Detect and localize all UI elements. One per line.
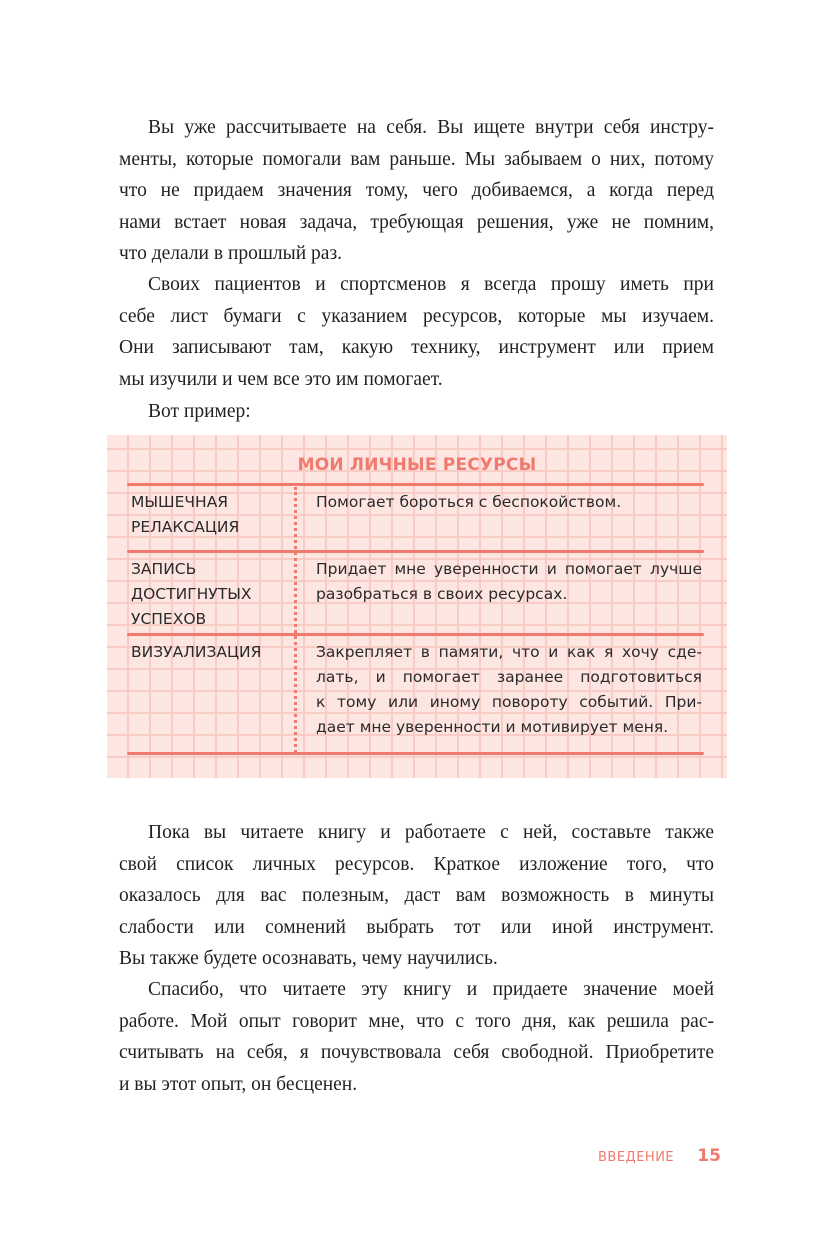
text-line: мы изучили и чем все это им помогает. [119,368,443,390]
paragraph [119,396,714,428]
text-line: нами встает новая задача, требующая решения, уже не помним, [119,211,714,233]
text-line: Вы уже рассчитываете на себя. Вы ищете внутри себя инстру- [148,117,714,138]
resource-name [131,490,291,540]
resource-description [316,557,702,607]
text-line: лать, и помогает заранее подготовиться [316,668,702,686]
text-line: работе. Мой опыт говорит мне, что с того дня, как решила рас- [119,1010,714,1032]
page-footer [598,1146,721,1166]
paragraph [119,817,714,975]
text-line: свой список личных ресурсов. Краткое изложение того, что [119,853,714,875]
text-line: Своих пациентов и спортсменов я всегда прошу иметь при [148,274,714,295]
text-line: что делали в прошлый раз. [119,243,343,264]
resource-name [131,557,291,632]
text-line: оказалось для вас полезным, даст вам возможность в минуты [119,885,714,906]
text-line: Вы также будете осознавать, чему научились. [119,948,498,969]
column-divider [294,487,297,753]
divider-rule [127,483,704,486]
text-line: РЕЛАКСАЦИЯ [131,518,240,536]
page-number: 15 [697,1146,721,1166]
text-line: ЗАПИСЬ [131,560,197,578]
text-line: Спасибо, что читаете эту книгу и придаете значение моей [148,979,714,1000]
text-line: считывать на себя, я почувствовала себя свободной. Приобретите [119,1042,714,1063]
text-line: Они записывают там, какую технику, инструмент или прием [119,337,714,358]
text-line: Закрепляет в памяти, что и как я хочу сде- [316,643,702,661]
resources-box-title: МОИ ЛИЧНЫЕ РЕСУРСЫ [297,455,537,475]
text-line: ДОСТИГНУТЫХ [131,585,252,603]
paragraph [119,974,714,1100]
paragraph [119,112,714,270]
text-line: дает мне уверенности и мотивирует меня. [316,718,669,736]
text-line: ВИЗУАЛИЗАЦИЯ [131,643,262,661]
text-line: что не придаем значения тому, чего добиваемся, а когда перед [119,180,714,201]
text-line: МЫШЕЧНАЯ [131,493,229,511]
resource-name [131,640,291,665]
text-line: Помогает бороться с беспокойством. [316,493,622,511]
divider-rule [127,550,704,553]
divider-rule [127,633,704,636]
text-line: себе лист бумаги с указанием ресурсов, которые мы изучаем. [119,305,714,327]
text-line: менты, которые помогали вам раньше. Мы забываем о них, потому [119,148,714,170]
text-line: к тому или иному повороту событий. При- [316,693,702,711]
section-name: ВВЕДЕНИЕ [598,1150,675,1165]
resource-description [316,640,702,740]
text-line: разобраться в своих ресурсах. [316,585,568,603]
paragraph [119,269,714,395]
text-line: слабости или сомнений выбрать тот или иной инструмент. [119,916,714,938]
text-line: Пока вы читаете книгу и работаете с ней, составьте также [148,822,714,843]
resource-description [316,490,702,515]
text-line: и вы этот опыт, он бесценен. [119,1073,358,1095]
text-line: Придает мне уверенности и помогает лучше [316,560,702,578]
divider-rule [127,752,704,755]
resources-box [107,435,727,778]
text-line: УСПЕХОВ [131,610,207,628]
text-line: Вот пример: [148,401,251,422]
